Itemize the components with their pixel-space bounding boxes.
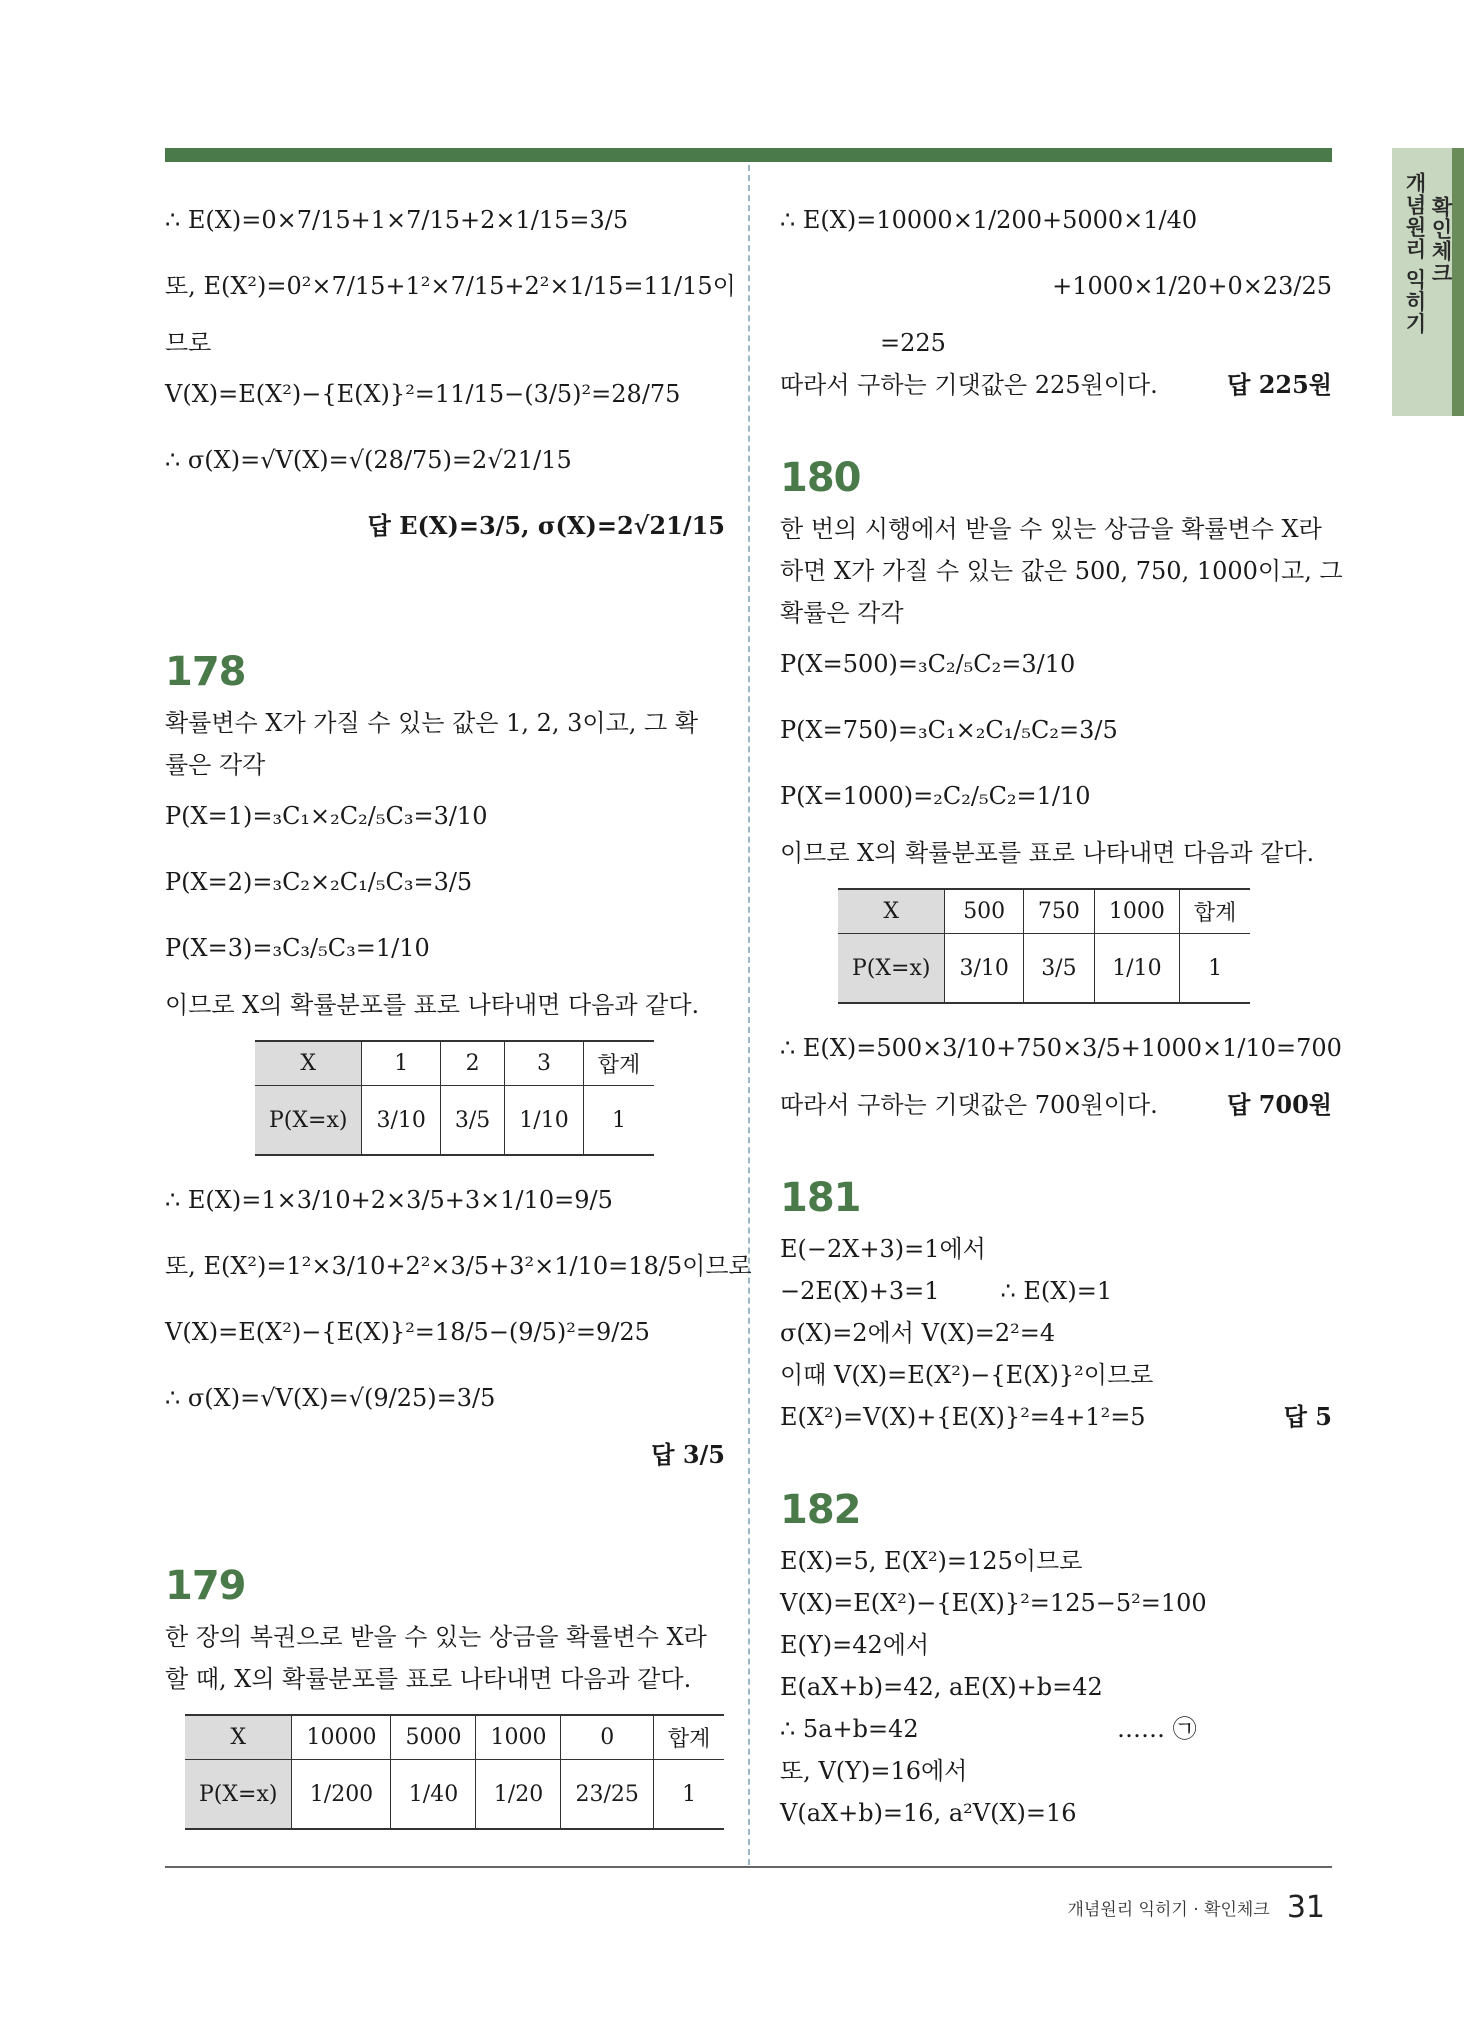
table-cell: 0 xyxy=(561,1715,653,1760)
solution-line: =225 xyxy=(880,329,946,357)
solution-line: 한 장의 복권으로 받을 수 있는 상금을 확률변수 X라 xyxy=(165,1623,707,1651)
solution-line: 이때 V(X)=E(X²)−{E(X)}²이므로 xyxy=(780,1361,1154,1389)
solution-line: 확률변수 X가 가질 수 있는 값은 1, 2, 3이고, 그 확 xyxy=(165,709,699,737)
probability-table xyxy=(838,888,1250,1004)
solution-line: ∴ E(X)=10000×1/200+5000×1/40 xyxy=(780,206,1198,234)
solution-line: ∴ E(X)=0×7/15+1×7/15+2×1/15=3/5 xyxy=(165,206,629,234)
solution-line: ∴ E(X)=500×3/10+750×3/5+1000×1/10=700 xyxy=(780,1034,1342,1062)
table-cell: 5000 xyxy=(391,1715,476,1760)
answer-line: 답 3/5 xyxy=(651,1440,725,1469)
table-cell: 1/10 xyxy=(505,1086,583,1156)
solution-line: −2E(X)+3=1 ∴ E(X)=1 xyxy=(780,1277,1113,1305)
table-cell: 1000 xyxy=(1094,889,1179,934)
table-cell: 500 xyxy=(945,889,1023,934)
table-cell: 1 xyxy=(362,1041,440,1086)
solution-line: 이므로 X의 확률분포를 표로 나타내면 다음과 같다. xyxy=(780,839,1315,867)
solution-line: V(X)=E(X²)−{E(X)}²=125−5²=100 xyxy=(780,1589,1207,1617)
side-tab-subtitle: 확인체크 xyxy=(1429,196,1453,284)
solution-line xyxy=(780,364,1332,406)
table-cell: 1/200 xyxy=(292,1760,391,1830)
solution-line: 므로 xyxy=(165,329,212,357)
problem-number: 182 xyxy=(780,1487,861,1533)
solution-line: E(X)=5, E(X²)=125이므로 xyxy=(780,1547,1083,1575)
table-cell: 750 xyxy=(1023,889,1094,934)
solution-line: P(X=750)=₃C₁×₂C₁/₅C₂=3/5 xyxy=(780,716,1118,744)
table-cell: 3/10 xyxy=(945,934,1023,1004)
table-cell: 1 xyxy=(653,1760,724,1830)
answer-label: 답 5 xyxy=(1283,1402,1332,1431)
top-green-bar xyxy=(165,148,1332,162)
table-cell: 3/5 xyxy=(440,1086,504,1156)
solution-line: E(Y)=42에서 xyxy=(780,1631,930,1659)
page-footer xyxy=(1067,1890,1325,1925)
solution-line xyxy=(780,1084,1332,1126)
solution-text: 따라서 구하는 기댓값은 225원이다. xyxy=(780,371,1158,399)
table-cell: 합계 xyxy=(1179,889,1250,934)
solution-text: 따라서 구하는 기댓값은 700원이다. xyxy=(780,1091,1158,1119)
probability-table xyxy=(185,1714,724,1830)
table-cell: 1 xyxy=(1179,934,1250,1004)
right-column xyxy=(780,190,1343,1834)
side-tab xyxy=(1392,148,1464,416)
side-tab-title: 개념원리 익히기 xyxy=(1403,172,1427,335)
solution-line: ∴ σ(X)=√V(X)=√(28/75)=2√21/15 xyxy=(165,446,572,474)
solution-line: P(X=500)=₃C₂/₅C₂=3/10 xyxy=(780,650,1076,678)
solution-line: +1000×1/20+0×23/25 xyxy=(1052,272,1332,300)
answer-line: 답 E(X)=3/5, σ(X)=2√21/15 xyxy=(367,511,725,540)
table-cell: 10000 xyxy=(292,1715,391,1760)
solution-line: 한 번의 시행에서 받을 수 있는 상금을 확률변수 X라 xyxy=(780,515,1322,543)
solution-line: 하면 X가 가질 수 있는 값은 500, 750, 1000이고, 그 xyxy=(780,557,1343,585)
solution-line: V(X)=E(X²)−{E(X)}²=11/15−(3/5)²=28/75 xyxy=(165,380,681,408)
table-cell: 2 xyxy=(440,1041,504,1086)
answer-label: 답 700원 xyxy=(1227,1090,1332,1119)
page-number: 31 xyxy=(1286,1890,1325,1925)
solution-line: ∴ 5a+b=42 …… ㉠ xyxy=(780,1715,1197,1743)
solution-line: 이므로 X의 확률분포를 표로 나타내면 다음과 같다. xyxy=(165,991,700,1019)
solution-line: P(X=3)=₃C₃/₅C₃=1/10 xyxy=(165,934,430,962)
solution-line: 또, V(Y)=16에서 xyxy=(780,1757,968,1785)
solution-line: 확률은 각각 xyxy=(780,599,904,627)
table-cell: P(X=x) xyxy=(255,1086,362,1156)
solution-line: 할 때, X의 확률분포를 표로 나타내면 다음과 같다. xyxy=(165,1665,692,1693)
table-cell: 3 xyxy=(505,1041,583,1086)
answer-label: 답 225원 xyxy=(1227,370,1332,399)
solution-text: E(X²)=V(X)+{E(X)}²=4+1²=5 xyxy=(780,1403,1146,1431)
solution-line: 또, E(X²)=1²×3/10+2²×3/5+3²×1/10=18/5이므로 xyxy=(165,1252,752,1280)
table-cell: 합계 xyxy=(653,1715,724,1760)
problem-number: 180 xyxy=(780,455,861,501)
table-cell: 합계 xyxy=(583,1041,654,1086)
table-cell: X xyxy=(838,889,945,934)
table-cell: 1/20 xyxy=(476,1760,561,1830)
solution-line: ∴ σ(X)=√V(X)=√(9/25)=3/5 xyxy=(165,1384,496,1412)
table-cell: 3/5 xyxy=(1023,934,1094,1004)
footer-label: 개념원리 익히기 · 확인체크 xyxy=(1067,1900,1270,1920)
solution-line: ∴ E(X)=1×3/10+2×3/5+3×1/10=9/5 xyxy=(165,1186,613,1214)
probability-table xyxy=(255,1040,654,1156)
table-cell: 1/10 xyxy=(1094,934,1179,1004)
table-cell: 1000 xyxy=(476,1715,561,1760)
problem-number: 178 xyxy=(165,649,246,695)
solution-line: 률은 각각 xyxy=(165,751,266,779)
problem-number: 179 xyxy=(165,1563,246,1609)
table-cell: P(X=x) xyxy=(838,934,945,1004)
solution-line: E(aX+b)=42, aE(X)+b=42 xyxy=(780,1673,1103,1701)
footer-rule xyxy=(165,1866,1332,1868)
table-cell: 1/40 xyxy=(391,1760,476,1830)
table-cell: P(X=x) xyxy=(185,1760,292,1830)
table-cell: 23/25 xyxy=(561,1760,653,1830)
problem-number: 181 xyxy=(780,1175,861,1221)
solution-line: P(X=1)=₃C₁×₂C₂/₅C₃=3/10 xyxy=(165,802,488,830)
left-column xyxy=(165,190,752,1844)
solution-line: E(−2X+3)=1에서 xyxy=(780,1235,986,1263)
solution-line xyxy=(780,1396,1332,1438)
column-divider xyxy=(748,165,750,1865)
solution-line: P(X=1000)=₂C₂/₅C₂=1/10 xyxy=(780,782,1091,810)
table-cell: 1 xyxy=(583,1086,654,1156)
table-cell: 3/10 xyxy=(362,1086,440,1156)
table-cell: X xyxy=(255,1041,362,1086)
solution-line: 또, E(X²)=0²×7/15+1²×7/15+2²×1/15=11/15이 xyxy=(165,272,736,300)
solution-line: σ(X)=2에서 V(X)=2²=4 xyxy=(780,1319,1056,1347)
solution-line: V(X)=E(X²)−{E(X)}²=18/5−(9/5)²=9/25 xyxy=(165,1318,650,1346)
solution-line: V(aX+b)=16, a²V(X)=16 xyxy=(780,1799,1077,1827)
table-cell: X xyxy=(185,1715,292,1760)
solution-line: P(X=2)=₃C₂×₂C₁/₅C₃=3/5 xyxy=(165,868,473,896)
